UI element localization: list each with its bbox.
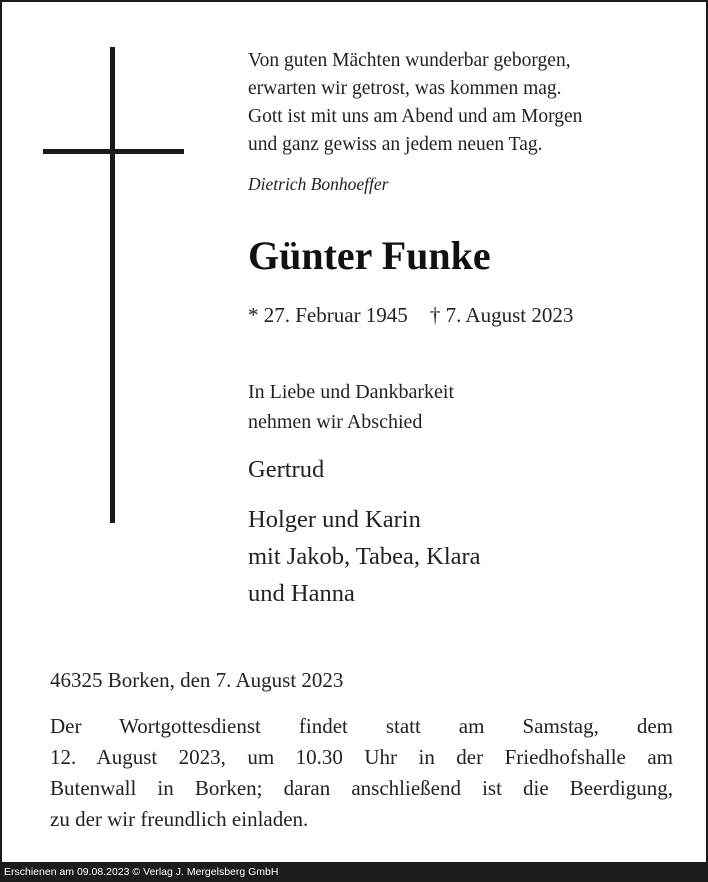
farewell-line: In Liebe und Dankbarkeit xyxy=(248,381,455,403)
poem-author: Dietrich Bonhoeffer xyxy=(248,174,389,194)
life-dates xyxy=(248,303,573,328)
poem-line: Gott ist mit uns am Abend und am Morgen xyxy=(248,106,583,127)
service-line: zu der wir freundlich einladen. xyxy=(50,807,309,831)
poem-line: und ganz gewiss an jedem neuen Tag. xyxy=(248,134,543,155)
mourner-line: Holger und Karin xyxy=(248,506,421,533)
death-date: † 7. August 2023 xyxy=(429,303,574,327)
place-and-date: 46325 Borken, den 7. August 2023 xyxy=(50,668,344,692)
mourner-line: und Hanna xyxy=(248,580,355,607)
mourner-group-spouse xyxy=(248,451,324,488)
poem xyxy=(248,47,688,159)
poem-line: erwarten wir getrost, was kommen mag. xyxy=(248,78,562,99)
service-line: 12. August 2023, um 10.30 Uhr in der Friedhofshalle am xyxy=(50,745,673,769)
service-line: Der Wortgottesdienst findet statt am Samstag, dem xyxy=(50,714,673,738)
publication-note: Erschienen am 09.08.2023 © Verlag J. Mergelsberg GmbH xyxy=(4,866,279,878)
birth-date: * 27. Februar 1945 xyxy=(248,303,408,327)
deceased-name: Günter Funke xyxy=(248,233,491,278)
mourner-line: Gertrud xyxy=(248,456,325,483)
mourner-line: mit Jakob, Tabea, Klara xyxy=(248,543,481,570)
publication-footer xyxy=(0,864,708,882)
service-information xyxy=(50,711,673,835)
cross-icon-vertical-beam xyxy=(110,47,115,523)
service-line: Butenwall in Borken; daran anschließend ist die Beerdigung, xyxy=(50,776,673,800)
cross-icon-horizontal-beam xyxy=(43,149,184,154)
poem-line: Von guten Mächten wunderbar geborgen, xyxy=(248,50,571,71)
farewell-text xyxy=(248,377,454,437)
farewell-line: nehmen wir Abschied xyxy=(248,411,423,433)
mourner-group-family xyxy=(248,501,481,612)
